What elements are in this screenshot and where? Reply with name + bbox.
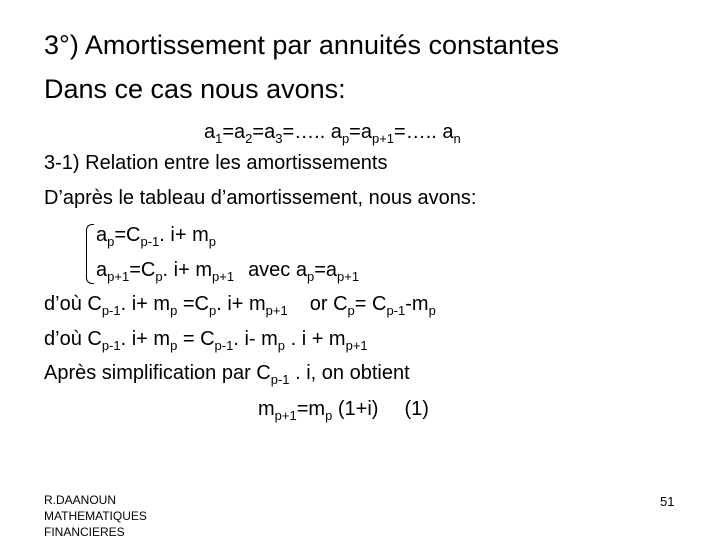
simplification-line: Après simplification par $C_{p-1}$ . i, on obtient [44, 362, 410, 387]
deduction-line-1: d’où $C_{p-1}$. $i+ m_p =C_p$. $i+ m_{p+1}$ or $C_p= C_{p-1}-m_p$ [44, 293, 436, 318]
result-formula: $m_{p+1}=m_p$ (1+i) (1) [258, 398, 429, 423]
system-brace [86, 224, 94, 284]
deduction-line-2: d’où $C_{p-1}$. $i+ m_p = C_{p-1}$. i- $m_p$ . $i + m_{p+1}$ [44, 328, 368, 353]
section-heading: 3-1) Relation entre les amortissements [44, 152, 388, 174]
slide-title: 3°) Amortissement par annuités constantes [44, 30, 560, 60]
from-table-text: D’après le tableau d’amortissement, nous avons: [44, 187, 477, 209]
footer-course-line-2: FINANCIERES [44, 525, 125, 539]
footer-course-line-1: MATHEMATIQUES [44, 509, 147, 523]
system-equation-1: $a_p=C_{p-1}$. $i+ m_p$ [96, 224, 216, 249]
page-number: 51 [660, 494, 675, 509]
footer-author-name: R.DAANOUN [44, 493, 117, 507]
annuity-equality: $a_1=a_2=a_3=\dots$.. $a_p=a_{p+1}=\dots$.. $a_n$ [204, 121, 461, 146]
equation-number: (1) [404, 398, 429, 420]
system-equation-2: $a_{p+1}=C_p$. $i+ m_{p+1}$ avec $a_p=a_{p+1}$ [96, 259, 360, 284]
intro-text: Dans ce cas nous avons: [44, 74, 346, 104]
footer-author [44, 492, 147, 540]
